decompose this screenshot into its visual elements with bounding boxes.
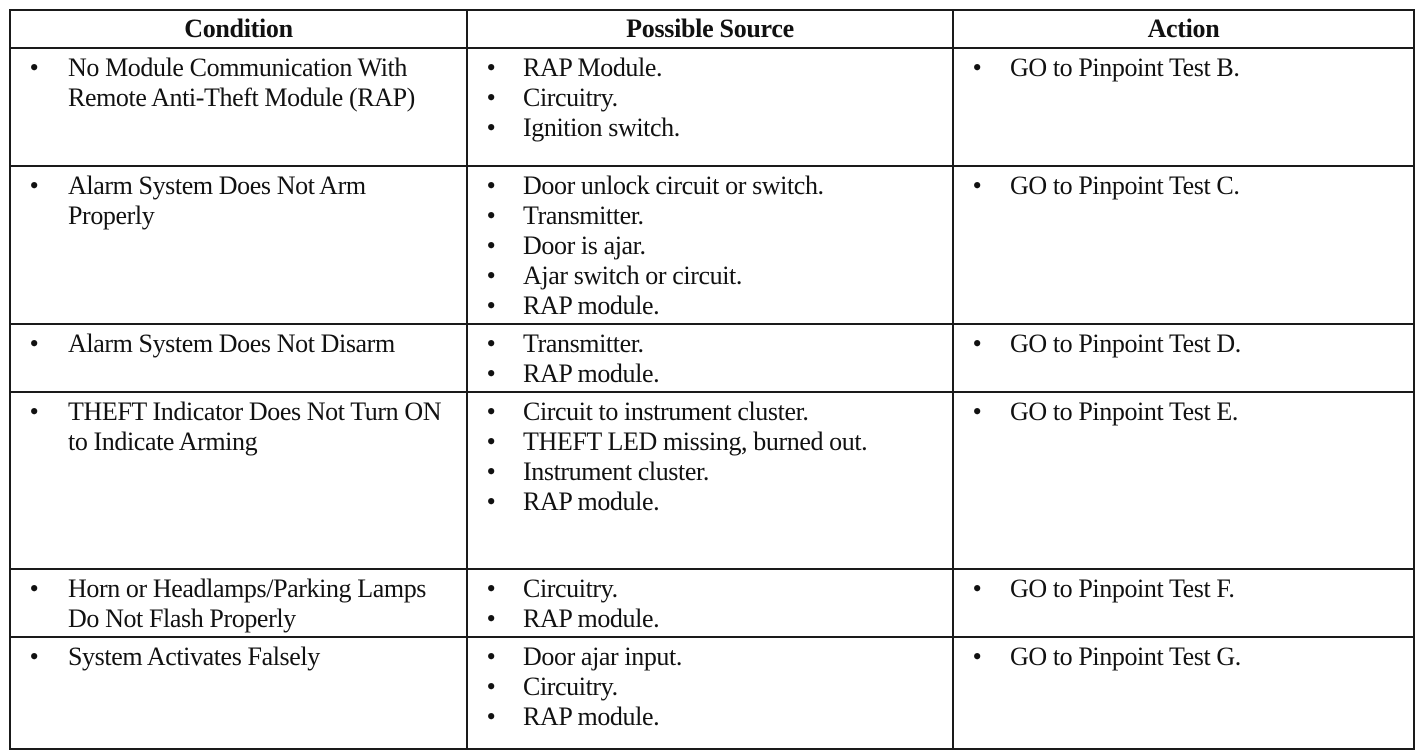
table-row xyxy=(10,637,1414,749)
condition-list xyxy=(11,570,466,636)
source-text: RAP module. xyxy=(523,487,660,516)
source-text: Door ajar input. xyxy=(523,642,682,671)
action-cell xyxy=(953,324,1414,392)
action-text: GO to Pinpoint Test B. xyxy=(1010,53,1240,82)
source-text: Circuitry. xyxy=(523,83,618,112)
bullet-icon: • xyxy=(29,574,39,603)
source-item xyxy=(468,329,944,359)
action-list xyxy=(954,570,1413,606)
bullet-icon: • xyxy=(486,574,496,603)
source-text: Transmitter. xyxy=(523,201,644,230)
action-text: GO to Pinpoint Test F. xyxy=(1010,574,1235,603)
bullet-icon: • xyxy=(486,53,496,82)
bullet-icon: • xyxy=(486,329,496,358)
table-row xyxy=(10,324,1414,392)
condition-text: THEFT Indicator Does Not Turn ON to Indicate Arming xyxy=(68,397,442,456)
possible-source-cell xyxy=(467,392,953,569)
condition-text: Alarm System Does Not Arm Properly xyxy=(68,171,366,230)
source-item xyxy=(468,171,944,201)
source-item xyxy=(468,261,944,291)
bullet-icon: • xyxy=(972,574,982,603)
bullet-icon: • xyxy=(486,702,496,731)
condition-text: No Module Communication With Remote Anti-Theft Module (RAP) xyxy=(68,53,415,112)
source-text: RAP module. xyxy=(523,291,660,320)
header-action: Action xyxy=(953,10,1414,48)
source-item xyxy=(468,291,944,321)
condition-cell xyxy=(10,569,467,637)
bullet-icon: • xyxy=(486,171,496,200)
source-text: Instrument cluster. xyxy=(523,457,709,486)
possible-source-cell xyxy=(467,637,953,749)
condition-item xyxy=(11,329,458,359)
bullet-icon: • xyxy=(29,642,39,671)
condition-cell xyxy=(10,166,467,324)
source-item xyxy=(468,604,944,634)
bullet-icon: • xyxy=(486,83,496,112)
action-item xyxy=(954,574,1405,604)
source-item xyxy=(468,642,944,672)
source-item xyxy=(468,457,944,487)
action-cell xyxy=(953,166,1414,324)
bullet-icon: • xyxy=(972,397,982,426)
condition-cell xyxy=(10,48,467,166)
source-list xyxy=(468,570,952,636)
source-list xyxy=(468,325,952,391)
header-condition: Condition xyxy=(10,10,467,48)
bullet-icon: • xyxy=(486,359,496,388)
source-list xyxy=(468,638,952,734)
source-text: RAP module. xyxy=(523,702,660,731)
possible-source-cell xyxy=(467,569,953,637)
source-text: Circuit to instrument cluster. xyxy=(523,397,809,426)
source-item xyxy=(468,574,944,604)
bullet-icon: • xyxy=(486,672,496,701)
action-text: GO to Pinpoint Test E. xyxy=(1010,397,1238,426)
condition-cell xyxy=(10,324,467,392)
source-list xyxy=(468,393,952,519)
condition-text: Horn or Headlamps/Parking Lamps Do Not Flash Properly xyxy=(68,574,427,633)
possible-source-cell xyxy=(467,324,953,392)
condition-list xyxy=(11,325,466,361)
bullet-icon: • xyxy=(972,53,982,82)
action-item xyxy=(954,329,1405,359)
source-text: Circuitry. xyxy=(523,574,618,603)
header-row xyxy=(10,10,1414,48)
condition-item xyxy=(11,574,458,634)
condition-cell xyxy=(10,392,467,569)
action-text: GO to Pinpoint Test D. xyxy=(1010,329,1241,358)
condition-item xyxy=(11,53,458,113)
source-item xyxy=(468,672,944,702)
condition-list xyxy=(11,167,466,233)
action-list xyxy=(954,393,1413,429)
table-row xyxy=(10,569,1414,637)
action-cell xyxy=(953,392,1414,569)
source-item xyxy=(468,427,944,457)
condition-list xyxy=(11,393,466,459)
source-item xyxy=(468,83,944,113)
action-item xyxy=(954,53,1405,83)
action-cell xyxy=(953,569,1414,637)
source-text: Ajar switch or circuit. xyxy=(523,261,742,290)
condition-text: System Activates Falsely xyxy=(68,642,320,671)
header-possible-source: Possible Source xyxy=(467,10,953,48)
bullet-icon: • xyxy=(486,427,496,456)
action-list xyxy=(954,49,1413,85)
bullet-icon: • xyxy=(972,642,982,671)
bullet-icon: • xyxy=(29,329,39,358)
possible-source-cell xyxy=(467,166,953,324)
bullet-icon: • xyxy=(486,457,496,486)
action-item xyxy=(954,397,1405,427)
source-text: Transmitter. xyxy=(523,329,644,358)
source-list xyxy=(468,167,952,323)
condition-list xyxy=(11,638,466,674)
source-text: RAP module. xyxy=(523,359,660,388)
diagnosis-table xyxy=(9,9,1415,750)
bullet-icon: • xyxy=(486,291,496,320)
action-cell xyxy=(953,637,1414,749)
source-text: RAP module. xyxy=(523,604,660,633)
source-text: RAP Module. xyxy=(523,53,663,82)
action-text: GO to Pinpoint Test G. xyxy=(1010,642,1241,671)
action-cell xyxy=(953,48,1414,166)
condition-text: Alarm System Does Not Disarm xyxy=(68,329,395,358)
action-list xyxy=(954,638,1413,674)
source-item xyxy=(468,487,944,517)
source-item xyxy=(468,201,944,231)
source-item xyxy=(468,359,944,389)
bullet-icon: • xyxy=(486,487,496,516)
source-item xyxy=(468,397,944,427)
source-list xyxy=(468,49,952,145)
action-list xyxy=(954,167,1413,203)
source-text: Door is ajar. xyxy=(523,231,646,260)
source-text: Circuitry. xyxy=(523,672,618,701)
bullet-icon: • xyxy=(486,642,496,671)
bullet-icon: • xyxy=(486,231,496,260)
condition-item xyxy=(11,171,458,231)
action-text: GO to Pinpoint Test C. xyxy=(1010,171,1240,200)
source-item xyxy=(468,53,944,83)
possible-source-cell xyxy=(467,48,953,166)
bullet-icon: • xyxy=(486,113,496,142)
source-text: THEFT LED missing, burned out. xyxy=(523,427,868,456)
condition-item xyxy=(11,642,458,672)
table-row xyxy=(10,392,1414,569)
action-list xyxy=(954,325,1413,361)
bullet-icon: • xyxy=(486,604,496,633)
source-item xyxy=(468,113,944,143)
bullet-icon: • xyxy=(29,53,39,82)
condition-item xyxy=(11,397,458,457)
source-text: Ignition switch. xyxy=(523,113,680,142)
condition-list xyxy=(11,49,466,115)
table-row xyxy=(10,166,1414,324)
bullet-icon: • xyxy=(486,261,496,290)
action-item xyxy=(954,642,1405,672)
bullet-icon: • xyxy=(972,171,982,200)
bullet-icon: • xyxy=(972,329,982,358)
table-body xyxy=(10,48,1414,749)
condition-cell xyxy=(10,637,467,749)
action-item xyxy=(954,171,1405,201)
bullet-icon: • xyxy=(486,201,496,230)
bullet-icon: • xyxy=(29,397,39,426)
bullet-icon: • xyxy=(29,171,39,200)
source-text: Door unlock circuit or switch. xyxy=(523,171,824,200)
table-row xyxy=(10,48,1414,166)
bullet-icon: • xyxy=(486,397,496,426)
source-item xyxy=(468,231,944,261)
